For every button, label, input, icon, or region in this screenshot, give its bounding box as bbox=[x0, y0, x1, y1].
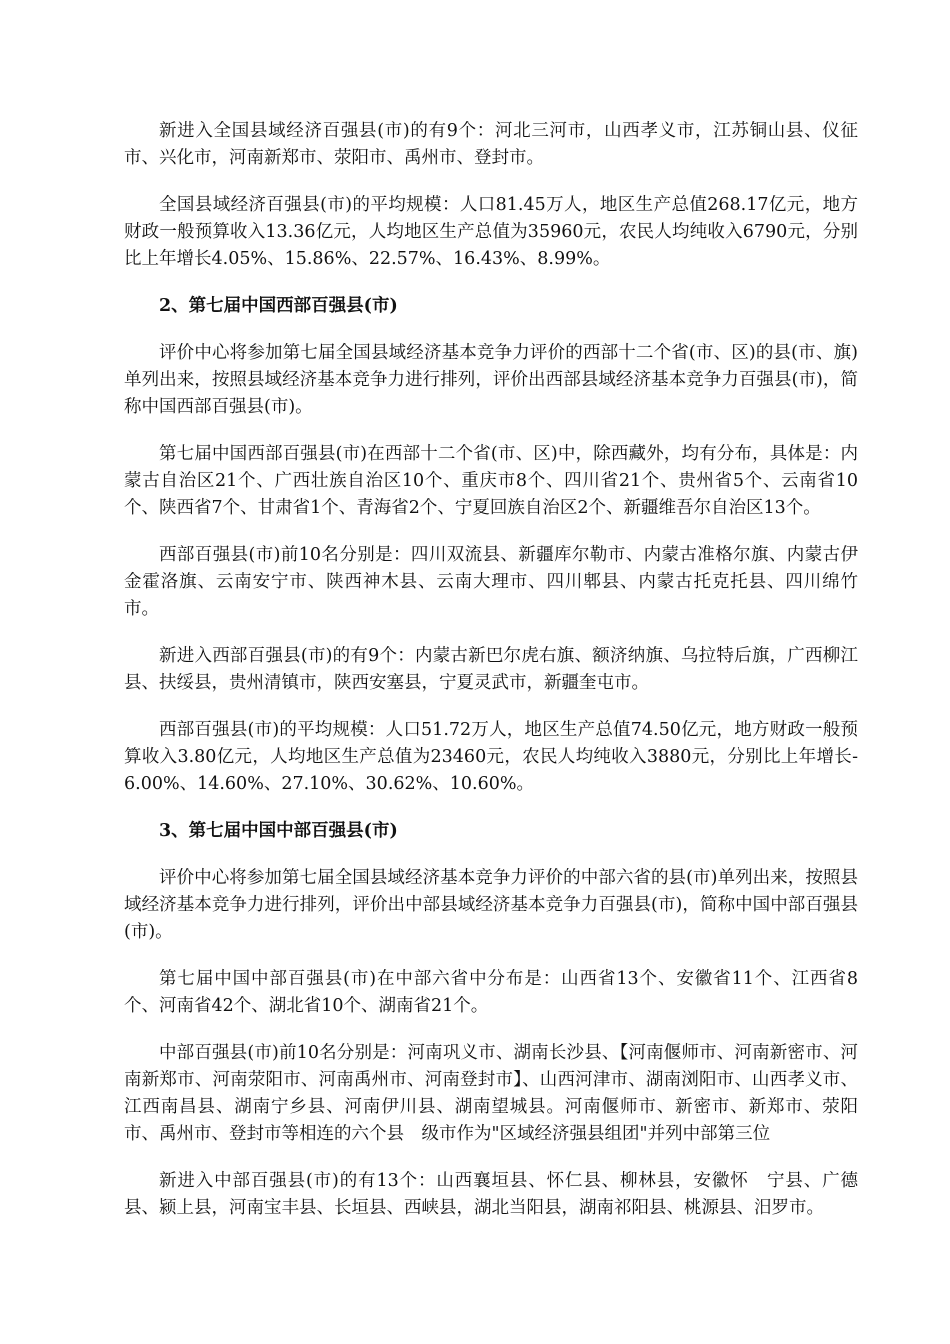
document-page bbox=[124, 118, 858, 1242]
section-heading-western: 2、第七届中国西部百强县(市) bbox=[159, 296, 398, 316]
paragraph-western-new-entrants: 新进入西部百强县(市)的有9个：内蒙古新巴尔虎右旗、额济纳旗、乌拉特后旗，广西柳江县、扶绥县，贵州清镇市，陕西安塞县，宁夏灵武市，新疆奎屯市。 bbox=[124, 646, 858, 693]
paragraph-central-distribution: 第七届中国中部百强县(市)在中部六省中分布是：山西省13个、安徽省11个、江西省8个、河南省42个、湖北省10个、湖南省21个。 bbox=[124, 969, 858, 1016]
paragraph-national-average-scale: 全国县域经济百强县(市)的平均规模：人口81.45万人，地区生产总值268.17亿元，地方财政一般预算收入13.36亿元，人均地区生产总值为35960元，农民人均纯收入6790元，分别比上年增长4.05%、15.86%、22.57%、16.43%、8.99%。 bbox=[124, 195, 858, 269]
paragraph-central-top10: 中部百强县(市)前10名分别是：河南巩义市、湖南长沙县、【河南偃师市、河南新密市、河南新郑市、河南荥阳市、河南禹州市、河南登封市】、山西河津市、湖南浏阳市、山西孝义市、江西南昌县、湖南宁乡县、河南伊川县、湖南望城县。河南偃师市、新密市、新郑市、荥阳市、禹州市、登封市等相连的六个县 级市作为"区域经济强县组团"并列中部第三位 bbox=[124, 1043, 858, 1144]
paragraph-new-entrants-national: 新进入全国县域经济百强县(市)的有9个：河北三河市，山西孝义市，江苏铜山县、仪征市、兴化市，河南新郑市、荥阳市、禹州市、登封市。 bbox=[124, 121, 858, 168]
paragraph-western-evaluation: 评价中心将参加第七届全国县域经济基本竞争力评价的西部十二个省(市、区)的县(市、旗)单列出来，按照县域经济基本竞争力进行排列，评价出西部县域经济基本竞争力百强县(市)，简称中国西部百强县(市)。 bbox=[124, 343, 858, 417]
paragraph-western-top10: 西部百强县(市)前10名分别是：四川双流县、新疆库尔勒市、内蒙古准格尔旗、内蒙古伊金霍洛旗、云南安宁市、陕西神木县、云南大理市、四川郫县、内蒙古托克托县、四川绵竹市。 bbox=[124, 545, 858, 619]
paragraph-western-average-scale: 西部百强县(市)的平均规模：人口51.72万人，地区生产总值74.50亿元，地方财政一般预算收入3.80亿元，人均地区生产总值为23460元，农民人均纯收入3880元，分别比上年增长-6.00%、14.60%、27.10%、30.62%、10.60%。 bbox=[124, 720, 858, 794]
paragraph-central-new-entrants: 新进入中部百强县(市)的有13个：山西襄垣县、怀仁县、柳林县，安徽怀 宁县、广德县、颍上县，河南宝丰县、长垣县、西峡县，湖北当阳县，湖南祁阳县、桃源县、汨罗市。 bbox=[124, 1171, 858, 1218]
paragraph-central-evaluation: 评价中心将参加第七届全国县域经济基本竞争力评价的中部六省的县(市)单列出来，按照县域经济基本竞争力进行排列，评价出中部县域经济基本竞争力百强县(市)，简称中国中部百强县(市)。 bbox=[124, 868, 858, 942]
paragraph-western-distribution: 第七届中国西部百强县(市)在西部十二个省(市、区)中，除西藏外，均有分布，具体是：内蒙古自治区21个、广西壮族自治区10个、重庆市8个、四川省21个、贵州省5个、云南省10个、陕西省7个、甘肃省1个、青海省2个、宁夏回族自治区2个、新疆维吾尔自治区13个。 bbox=[124, 444, 858, 518]
section-heading-central: 3、第七届中国中部百强县(市) bbox=[159, 821, 398, 841]
